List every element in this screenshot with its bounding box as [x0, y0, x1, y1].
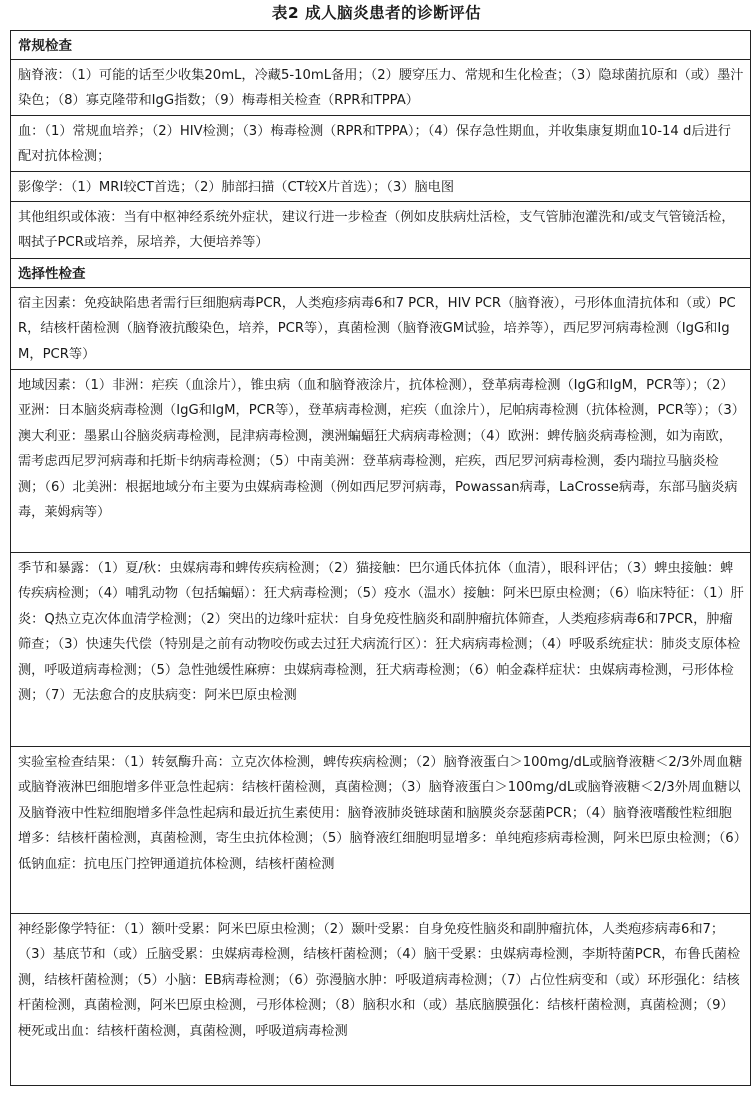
row-lab-results [11, 747, 750, 914]
row-csf-text: 脑脊液：（1）可能的话至少收集20mL，冷藏5-10mL备用；（2）腰穿压力、常规和生化检查；（3）隐球菌抗原和（或）墨汁染色；（8）寡克隆带和IgG指数；（9）梅毒相关检查（RPR和TPPA） [18, 68, 744, 109]
section-header-routine [11, 31, 750, 60]
section-header-selective [11, 259, 750, 288]
row-geographic-factors [11, 370, 750, 553]
row-neuroimaging-text: 神经影像学特征：（1）额叶受累：阿米巴原虫检测；（2）颞叶受累：自身免疫性脑炎和副肿瘤抗体，人类疱疹病毒6和7；（3）基底节和（或）丘脑受累：虫媒病毒检测，结核杆菌检测；（4）脑干受累：虫媒病毒检测，李斯特菌PCR，布鲁氏菌检测，结核杆菌检测；（5）小脑：EB病毒检测；（6）弥漫脑水肿：呼吸道病毒检测；（7）占位性病变和（或）环形强化：结核杆菌检测，真菌检测，阿米巴原虫检测，弓形体检测；（8）脑积水和（或）基底脑膜强化：结核杆菌检测，真菌检测；（9）梗死或出血：结核杆菌检测，真菌检测，呼吸道病毒检测 [18, 922, 741, 1039]
row-season-exposure [11, 553, 750, 747]
row-csf [11, 60, 750, 116]
row-geographic-factors-text: 地域因素：（1）非洲：疟疾（血涂片），锥虫病（血和脑脊液涂片，抗体检测），登革病毒检测（IgG和IgM，PCR等）；（2）亚洲：日本脑炎病毒检测（IgG和IgM，PCR等），登革病毒检测，疟疾（血涂片），尼帕病毒检测（抗体检测，PCR等）；（3）澳大利亚：墨累山谷脑炎病毒检测，昆津病毒检测，澳洲蝙蝠狂犬病病毒检测；（4）欧洲：蜱传脑炎病毒检测，如为南欧，需考虑西尼罗河病毒和托斯卡纳病毒检测；（5）中南美洲：登革病毒检测，疟疾，西尼罗河病毒检测，委内瑞拉马脑炎检测；（6）北美洲：根据地域分布主要为虫媒病毒检测（例如西尼罗河病毒，Powassan病毒，LaCrosse病毒，东部马脑炎病毒，莱姆病等） [18, 378, 739, 521]
row-imaging [11, 172, 750, 202]
diagnosis-table [10, 30, 751, 1086]
row-other-tissue [11, 202, 750, 259]
row-host-factors [11, 288, 750, 370]
table-title: 表2 成人脑炎患者的诊断评估 [271, 4, 482, 22]
row-imaging-text: 影像学：（1）MRI较CT首选；（2）肺部扫描（CT较X片首选）；（3）脑电图 [18, 180, 455, 195]
row-host-factors-text: 宿主因素：免疫缺陷患者需行巨细胞病毒PCR，人类疱疹病毒6和7 PCR，HIV PCR（脑脊液），弓形体血清抗体和（或）PCR，结核杆菌检测（脑脊液抗酸染色，培养，PCR等），真菌检测（脑脊液GM试验，培养等），西尼罗河病毒检测（IgG和IgM，PCR等） [18, 296, 736, 362]
row-blood [11, 116, 750, 172]
row-other-tissue-text: 其他组织或体液：当有中枢神经系统外症状，建议行进一步检查（例如皮肤病灶活检，支气管肺泡灌洗和/或支气管镜活检，咽拭子PCR或培养，尿培养，大便培养等） [18, 210, 735, 251]
row-season-exposure-text: 季节和暴露：（1）夏/秋：虫媒病毒和蜱传疾病检测；（2）猫接触：巴尔通氏体抗体（血清），眼科评估；（3）蜱虫接触：蜱传疾病检测；（4）哺乳动物（包括蝙蝠）：狂犬病毒检测；（5）疫水（温水）接触：阿米巴原虫检测；（6）临床特征：（1）肝炎：Q热立克次体血清学检测；（2）突出的边缘叶症状：自身免疫性脑炎和副肿瘤抗体筛查，人类疱疹病毒6和7PCR，肿瘤筛查；（3）快速失代偿（特别是之前有动物咬伤或去过狂犬病流行区）：狂犬病病毒检测；（4）呼吸系统症状：肺炎支原体检测，呼吸道病毒检测；（5）急性弛缓性麻痹：虫媒病毒检测，狂犬病毒检测；（6）帕金森样症状：虫媒病毒检测，弓形体检测；（7）无法愈合的皮肤病变：阿米巴原虫检测 [18, 561, 744, 704]
row-neuroimaging [11, 914, 750, 1086]
row-lab-results-text: 实验室检查结果：（1）转氨酶升高：立克次体检测，蜱传疾病检测；（2）脑脊液蛋白＞100mg/dL或脑脊液糖＜2/3外周血糖或脑脊液淋巴细胞增多伴亚急性起病：结核杆菌检测，真菌检测；（3）脑脊液蛋白＞100mg/dL或脑脊液糖＜2/3外周血糖以及脑脊液中性粒细胞增多伴急性起病和最近抗生素使用：脑脊液肺炎链球菌和脑膜炎奈瑟菌PCR；（4）脑脊液嗜酸性粒细胞增多：结核杆菌检测，真菌检测，寄生虫抗体检测；（5）脑脊液红细胞明显增多：单纯疱疹病毒检测，阿米巴原虫检测；（6）低钠血症：抗电压门控钾通道抗体检测，结核杆菌检测 [18, 755, 743, 872]
row-blood-text: 血：（1）常规血培养；（2）HIV检测；（3）梅毒检测（RPR和TPPA）；（4）保存急性期血，并收集康复期血10-14 d后进行配对抗体检测； [18, 124, 731, 165]
section-header-routine-label: 常规检查 [18, 38, 72, 54]
section-header-selective-label: 选择性检查 [18, 266, 86, 282]
